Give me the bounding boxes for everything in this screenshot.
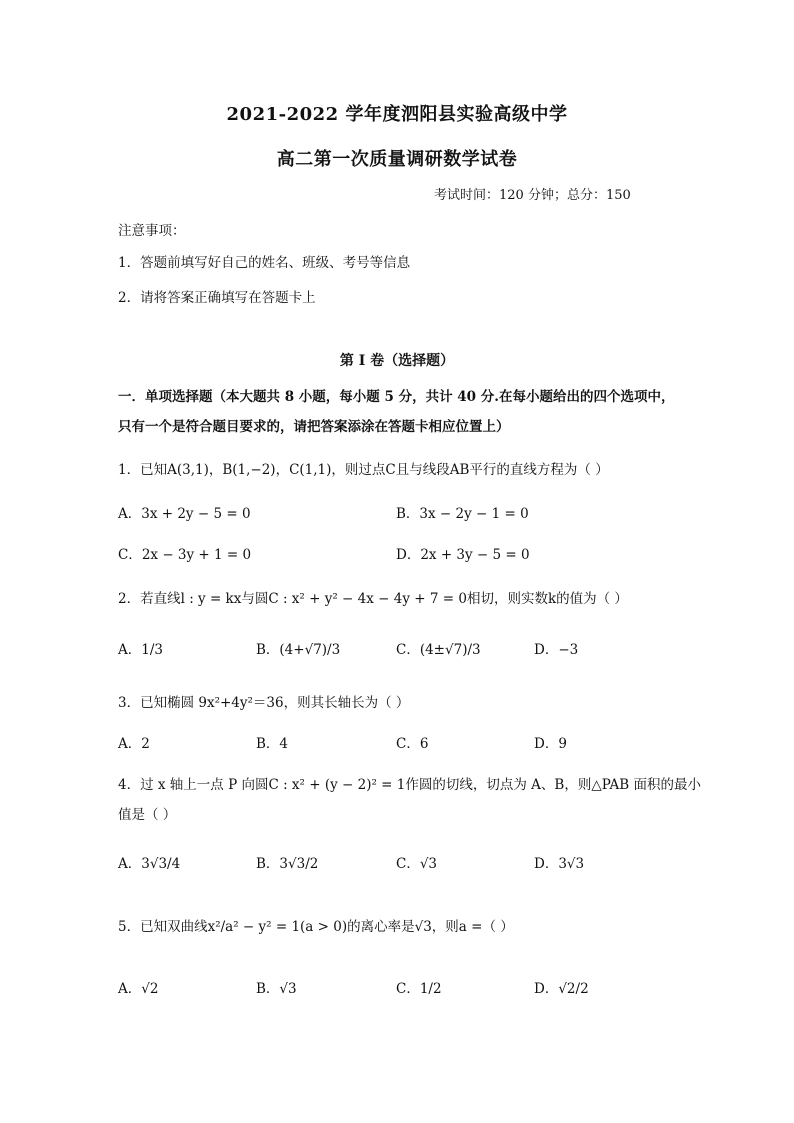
- option-d: D．2x + 3y − 5 = 0: [396, 547, 530, 563]
- option-c: C．1/2: [396, 981, 442, 997]
- option-d: D．3√3: [534, 856, 585, 872]
- exam-info: 考试时间：120 分钟；总分：150: [434, 188, 631, 203]
- exam-title-line2: 高二第一次质量调研数学试卷: [276, 149, 518, 170]
- section-instruction: 一．单项选择题（本大题共 8 小题，每小题 5 分，共计 40 分.在每小题给出的四个选项中，: [118, 389, 675, 405]
- option-b: B．√3: [256, 981, 297, 997]
- notice-item: 2．请将答案正确填写在答题卡上: [118, 290, 316, 306]
- exam-title-line1: 2021-2022 学年度泗阳县实验高级中学: [226, 104, 568, 125]
- notice-item: 1．答题前填写好自己的姓名、班级、考号等信息: [118, 255, 411, 271]
- option-c: C．√3: [396, 856, 438, 872]
- notice-label: 注意事项：: [118, 223, 186, 239]
- option-b: B．3√3/2: [256, 856, 319, 872]
- question-stem: 4．过 x 轴上一点 P 向圆C : x² + (y − 2)² = 1作圆的切线，切点为 A、B，则△PAB 面积的最小: [118, 777, 702, 793]
- option-a: A．√2: [118, 981, 159, 997]
- option-d: D．9: [534, 736, 567, 752]
- option-a: A．3x + 2y − 5 = 0: [118, 506, 251, 522]
- option-a: A．1/3: [118, 642, 163, 658]
- option-b: B．3x − 2y − 1 = 0: [396, 506, 529, 522]
- question-stem: 1．已知A(3,1)，B(1,−2)，C(1,1)，则过点C且与线段AB平行的直线方程为（ ）: [118, 462, 609, 478]
- section-title: 第 I 卷（选择题）: [339, 353, 455, 369]
- question-stem: 2．若直线l : y = kx与圆C : x² + y² − 4x − 4y + 7 = 0相切，则实数k的值为（ ）: [118, 591, 628, 607]
- option-d: D．−3: [534, 642, 579, 658]
- option-a: A．2: [118, 736, 150, 752]
- option-c: C．6: [396, 736, 429, 752]
- option-c: C．2x − 3y + 1 = 0: [118, 547, 252, 563]
- option-a: A．3√3/4: [118, 856, 181, 872]
- question-stem-continued: 值是（ ）: [118, 807, 177, 823]
- option-d: D．√2/2: [534, 981, 589, 997]
- question-stem: 5．已知双曲线x²/a² − y² = 1(a > 0)的离心率是√3，则a =（ ）: [118, 919, 514, 935]
- option-c: C．(4±√7)/3: [396, 642, 481, 658]
- question-stem: 3．已知椭圆 9x²+4y²＝36，则其长轴长为（ ）: [118, 695, 410, 711]
- option-b: B．4: [256, 736, 289, 752]
- option-b: B．(4+√7)/3: [256, 642, 341, 658]
- section-instruction: 只有一个是符合题目要求的，请把答案添涂在答题卡相应位置上）: [118, 419, 510, 435]
